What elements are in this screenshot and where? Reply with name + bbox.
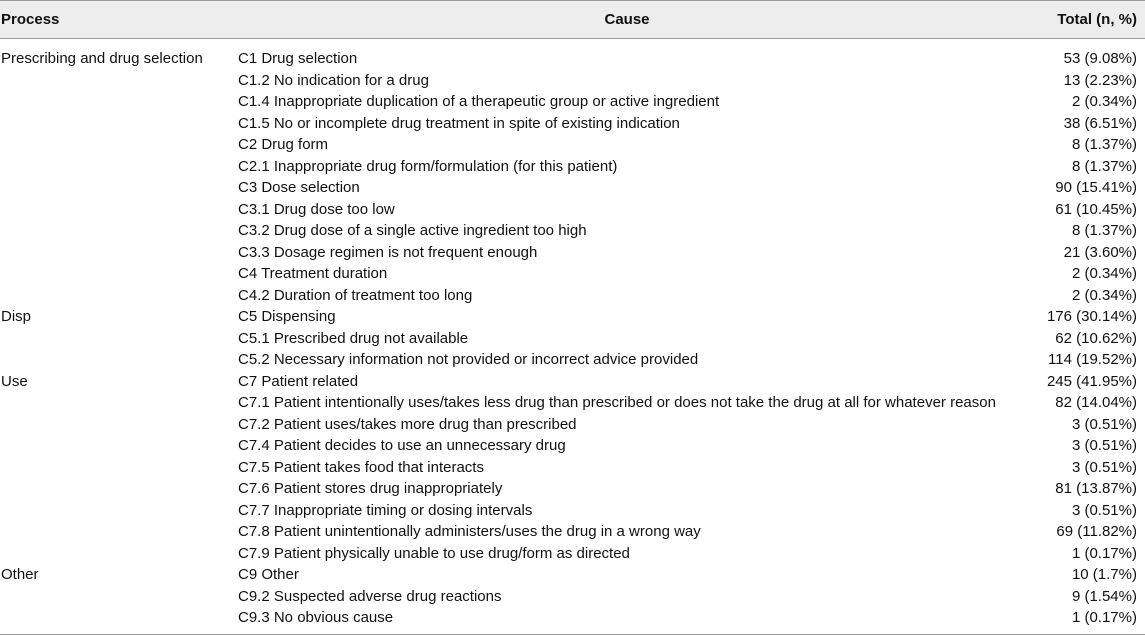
table-row: [0, 478, 1145, 500]
cause-cell: C7.5 Patient takes food that interacts: [238, 458, 484, 476]
total-cell: 82 (14.04%): [1055, 394, 1137, 412]
cause-cell: C3.1 Drug dose too low: [238, 200, 395, 218]
total-cell: 2 (0.34%): [1071, 265, 1137, 283]
total-cell: 81 (13.87%): [1055, 480, 1137, 498]
cause-cell: C7.2 Patient uses/takes more drug than prescribed: [238, 415, 577, 433]
cause-cell: C9 Other: [238, 566, 299, 584]
process-cell: [0, 543, 237, 565]
total-cell: 8 (1.37%): [1071, 157, 1137, 175]
process-cell: [0, 457, 237, 479]
cause-cell: C9.3 No obvious cause: [237, 607, 1017, 634]
total-cell: 3 (0.51%): [1071, 458, 1137, 476]
total-cell: 13 (2.23%): [1063, 71, 1137, 89]
cause-cell: C7.9 Patient physically unable to use drug/form as directed: [238, 544, 630, 562]
table-row: [0, 220, 1145, 242]
table-row: [0, 113, 1145, 135]
process-cell: [0, 199, 237, 221]
process-cell: [0, 521, 237, 543]
total-cell: 62 (10.62%): [1055, 329, 1137, 347]
process-cell: [0, 392, 237, 414]
process-cell: [0, 285, 237, 307]
cause-cell: C7.6 Patient stores drug inappropriately: [238, 480, 503, 498]
cause-cell: C7.7 Inappropriate timing or dosing intervals: [238, 501, 533, 519]
total-cell: 8 (1.37%): [1071, 136, 1137, 154]
table-header: [0, 1, 1145, 39]
cause-cell: C1.5 No or incomplete drug treatment in spite of existing indication: [238, 114, 680, 132]
table-row: [0, 285, 1145, 307]
table-row: [0, 457, 1145, 479]
process-cell: [0, 435, 237, 457]
process-cell: [0, 414, 237, 436]
table-row: [0, 328, 1145, 350]
cause-cell: C5.2 Necessary information not provided or incorrect advice provided: [238, 351, 699, 369]
table-row: [0, 349, 1145, 371]
table-row: [0, 564, 1145, 586]
total-cell: 3 (0.51%): [1071, 437, 1137, 455]
process-cell: [0, 70, 237, 92]
table-row: [0, 371, 1145, 393]
table-row: [0, 156, 1145, 178]
cause-cell: C1.2 No indication for a drug: [238, 71, 429, 89]
process-cell: [0, 500, 237, 522]
table-row: [0, 242, 1145, 264]
process-cell: [0, 263, 237, 285]
cause-cell: C4 Treatment duration: [238, 265, 388, 283]
header-cause: Cause: [237, 1, 1017, 39]
process-cell: [0, 478, 237, 500]
table-row: [0, 543, 1145, 565]
cause-cell: C3.2 Drug dose of a single active ingredient too high: [238, 222, 587, 240]
process-cell: [0, 91, 237, 113]
table-row: [0, 134, 1145, 156]
process-cell: [0, 607, 237, 634]
total-cell: 3 (0.51%): [1071, 501, 1137, 519]
table-row: [0, 91, 1145, 113]
total-cell: 21 (3.60%): [1063, 243, 1137, 261]
cause-cell: C3.3 Dosage regimen is not frequent enough: [238, 243, 538, 261]
process-cell: [0, 134, 237, 156]
table-row: [0, 263, 1145, 285]
cause-cell: C2 Drug form: [238, 136, 329, 154]
table-row: [0, 39, 1145, 70]
cause-cell: C1 Drug selection: [238, 50, 358, 68]
cause-cell: C5.1 Prescribed drug not available: [238, 329, 469, 347]
table-row: [0, 392, 1145, 414]
process-cell: Other: [1, 566, 39, 584]
total-cell: 245 (41.95%): [1046, 372, 1137, 390]
cause-cell: C5 Dispensing: [238, 308, 336, 326]
table-body: [0, 39, 1145, 635]
table-row: [0, 70, 1145, 92]
cause-cell: C7.8 Patient unintentionally administers/uses the drug in a wrong way: [238, 523, 701, 541]
table-row: [0, 521, 1145, 543]
cause-cell: C7.4 Patient decides to use an unnecessary drug: [238, 437, 566, 455]
table-row: [0, 435, 1145, 457]
process-cell: Use: [1, 372, 28, 390]
total-cell: 10 (1.7%): [1071, 566, 1137, 584]
header-process: Process: [0, 1, 237, 39]
process-cell: Disp: [1, 308, 32, 326]
total-cell: 8 (1.37%): [1071, 222, 1137, 240]
table-row: [0, 306, 1145, 328]
process-cell: [0, 220, 237, 242]
process-cell: [0, 177, 237, 199]
total-cell: 90 (15.41%): [1055, 179, 1137, 197]
process-cell: [0, 586, 237, 608]
header-total: Total (n, %): [1017, 1, 1145, 39]
total-cell: 69 (11.82%): [1056, 523, 1137, 541]
process-cell: [0, 349, 237, 371]
process-cell: [0, 113, 237, 135]
cause-cell: C2.1 Inappropriate drug form/formulation (for this patient): [238, 157, 618, 175]
total-cell: 9 (1.54%): [1071, 587, 1137, 605]
total-cell: 38 (6.51%): [1063, 114, 1137, 132]
cause-cell: C3 Dose selection: [238, 179, 360, 197]
total-cell: 2 (0.34%): [1071, 93, 1137, 111]
total-cell: 1 (0.17%): [1071, 544, 1137, 562]
table-row: [0, 607, 1145, 634]
process-cell: Prescribing and drug selection: [1, 50, 203, 68]
table-row: [0, 177, 1145, 199]
header-row: [0, 1, 1145, 39]
table-row: [0, 586, 1145, 608]
total-cell: 53 (9.08%): [1063, 50, 1137, 68]
process-cell: [0, 156, 237, 178]
total-cell: 61 (10.45%): [1055, 200, 1137, 218]
cause-cell: C1.4 Inappropriate duplication of a therapeutic group or active ingredient: [238, 93, 720, 111]
cause-cell: C7 Patient related: [238, 372, 359, 390]
table-row: [0, 500, 1145, 522]
cause-cell: C4.2 Duration of treatment too long: [238, 286, 473, 304]
total-cell: 2 (0.34%): [1071, 286, 1137, 304]
total-cell: 1 (0.17%): [1017, 607, 1145, 634]
process-cell: [0, 328, 237, 350]
table-row: [0, 199, 1145, 221]
total-cell: 3 (0.51%): [1071, 415, 1137, 433]
total-cell: 176 (30.14%): [1046, 308, 1137, 326]
table-row: [0, 414, 1145, 436]
cause-cell: C9.2 Suspected adverse drug reactions: [238, 587, 502, 605]
process-cell: [0, 242, 237, 264]
total-cell: 114 (19.52%): [1048, 351, 1137, 369]
cause-cell: C7.1 Patient intentionally uses/takes less drug than prescribed or does not take the drug at all for whatever reason: [238, 394, 996, 412]
